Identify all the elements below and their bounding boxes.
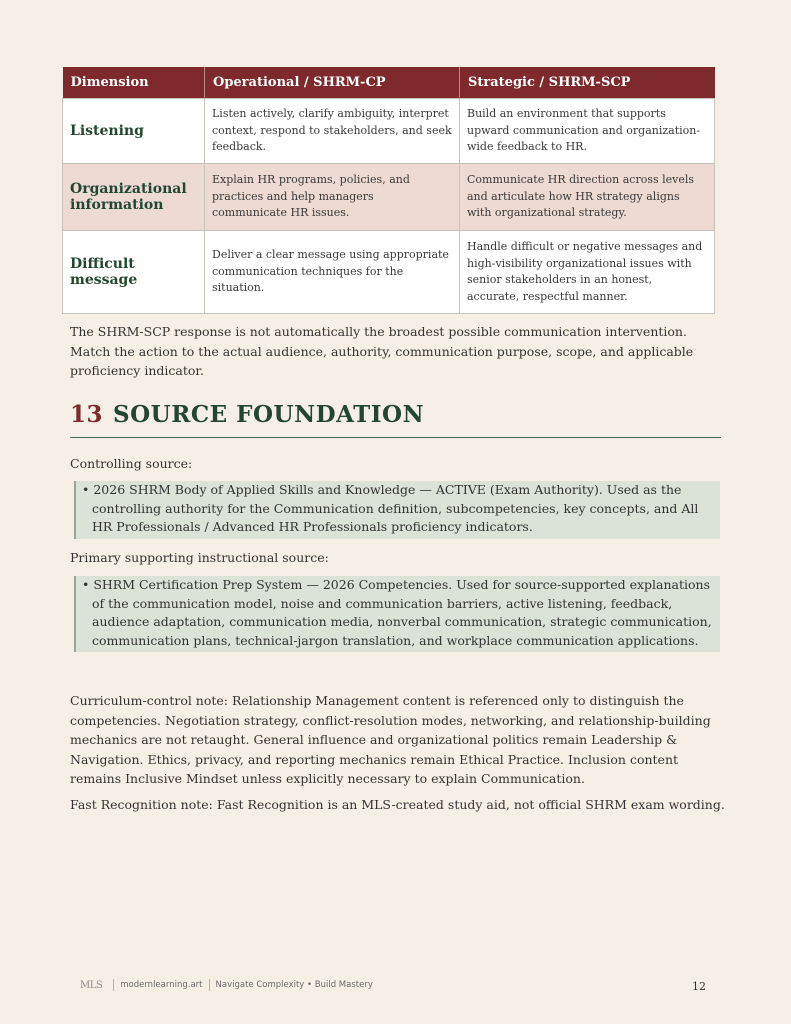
table-note: The SHRM-SCP response is not automatically the broadest possible communication intervention. Match the action to the actual audience, authority, communication purpose, scope, and applicable proficiency indicator. (70, 324, 694, 378)
page-footer (80, 978, 373, 992)
fast-recognition-note: Fast Recognition note: Fast Recognition is an MLS-created study aid, not official SHRM exam wording. (70, 797, 725, 812)
supporting-source-box (74, 576, 720, 652)
footer-divider (113, 979, 114, 991)
footer-tagline: Navigate Complexity • Build Mastery (215, 980, 373, 990)
table-row (63, 164, 715, 231)
header-dimension: Dimension (63, 67, 205, 99)
strategic-cell: Handle difficult or negative messages and high-visibility organizational issues with senior stakeholders in an honest, accurate, respectful manner. (460, 231, 715, 314)
strategic-cell: Communicate HR direction across levels and articulate how HR strategy aligns with organizational strategy. (460, 164, 715, 231)
section-number: 13 (70, 401, 104, 428)
footer-divider (209, 979, 210, 991)
operational-cell: Explain HR programs, policies, and practices and help managers communicate HR issues. (205, 164, 460, 231)
footer-site: modernlearning.art (120, 980, 203, 990)
controlling-source-text: • 2026 SHRM Body of Applied Skills and Knowledge — ACTIVE (Exam Authority). Used as the controlling authority for the Communication definition, subcompetencies, key concepts, and All HR Professionals / Advanced HR Professionals proficiency indicators. (82, 482, 699, 534)
header-operational: Operational / SHRM-CP (205, 67, 460, 99)
operational-cell: Listen actively, clarify ambiguity, interpret context, respond to stakeholders, and seek feedback. (205, 99, 460, 164)
table-header-row (63, 67, 715, 99)
curriculum-control-note: Curriculum-control note: Relationship Management content is referenced only to distinguish the competencies. Negotiation strategy, conflict-resolution modes, networking, and relationship-building mechanics are not retaught. General influence and organizational politics remain Leadership & Navigation. Ethics, privacy, and reporting mechanics remain Ethical Practice. Inclusion content remains Inclusive Mindset unless explicitly necessary to explain Communication. (70, 693, 711, 786)
supporting-source-text: • SHRM Certification Prep System — 2026 Competencies. Used for source-supported explanations of the communication model, noise and communication barriers, active listening, feedback, audience adaptation, communication media, nonverbal communication, strategic communication, communication plans, technical-jargon translation, and workplace communication applications. (82, 577, 712, 648)
operational-cell: Deliver a clear message using appropriate communication techniques for the situation. (205, 231, 460, 314)
controlling-source-label: Controlling source: (70, 456, 193, 471)
dimension-cell: Listening (63, 99, 205, 164)
strategic-cell: Build an environment that supports upward communication and organization-wide feedback to HR. (460, 99, 715, 164)
mls-logo: MLS (80, 979, 103, 991)
supporting-source-label: Primary supporting instructional source: (70, 550, 329, 565)
controlling-source-box (74, 481, 720, 539)
dimension-cell: Difficult message (63, 231, 205, 314)
table-row (63, 231, 715, 314)
section-title: SOURCE FOUNDATION (113, 401, 425, 428)
header-strategic: Strategic / SHRM-SCP (460, 67, 715, 99)
table-row (63, 99, 715, 164)
page-number: 12 (692, 980, 706, 993)
competency-comparison-table (62, 67, 715, 314)
dimension-cell: Organizational information (63, 164, 205, 231)
section-heading (70, 401, 721, 438)
